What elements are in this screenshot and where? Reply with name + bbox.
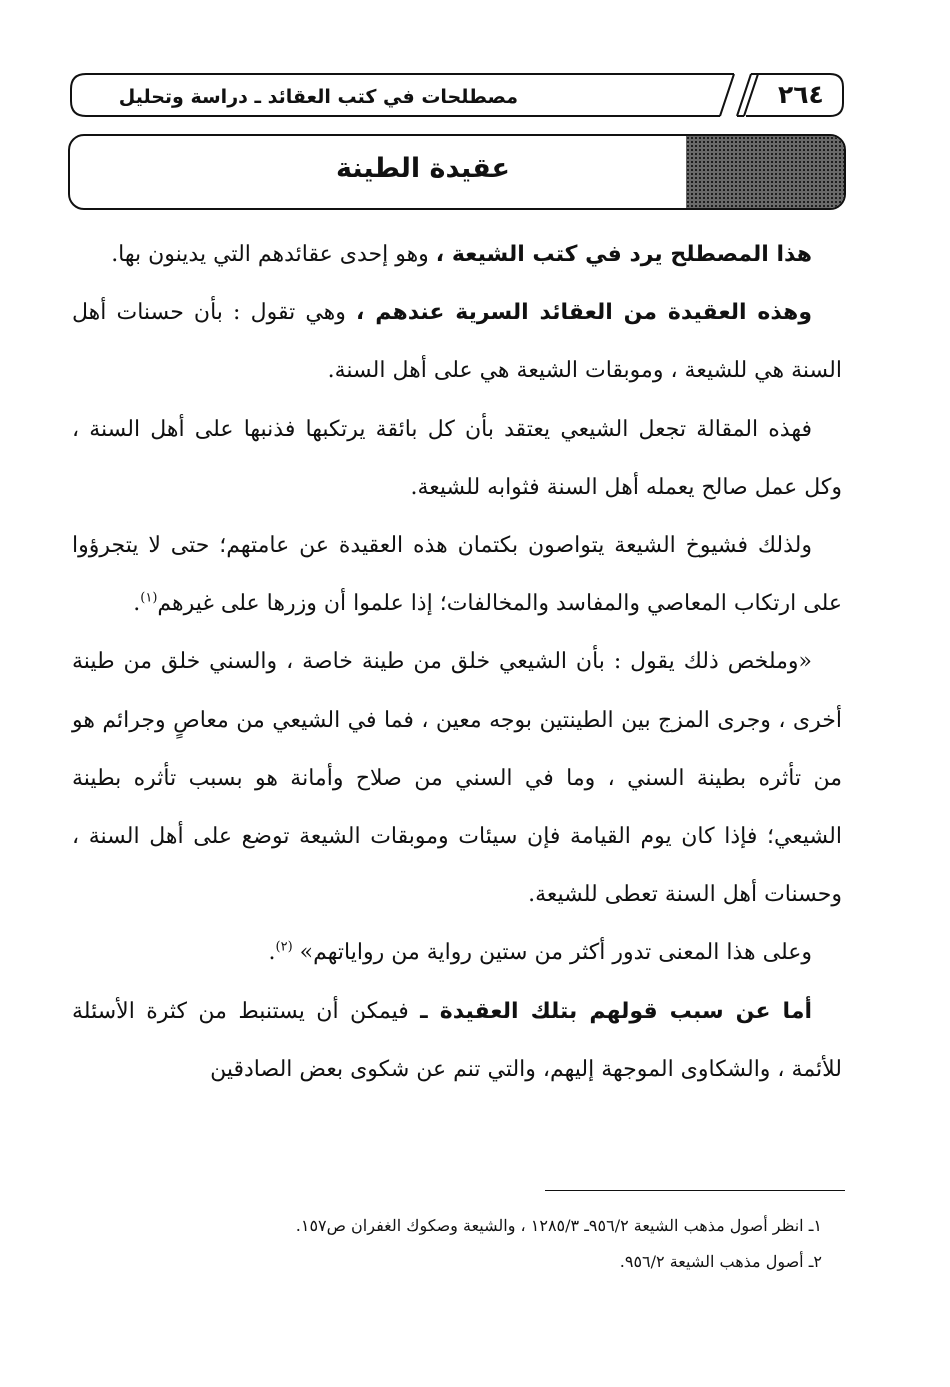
paragraph — [72, 983, 842, 1099]
paragraph — [72, 401, 842, 517]
paragraph-text: «وملخص ذلك يقول : بأن الشيعي خلق من طينة خاصة ، والسني خلق من طينة أخرى ، وجرى المزج بين الطينتين بوجه معين ، فما في الشيعي من معاصٍ وجرائم هو من تأثره بطينة السني ، وما في السني من صلاح وأمانة هو بسبب تأثره بطينة الشيعي؛ فإذا كان يوم القيامة فإن سيئات وموبقات الشيعة توضع على أهل السنة ، وحسنات أهل السنة تعطى للشيعة. — [72, 649, 842, 908]
footnote-divider — [545, 1190, 845, 1191]
footnote-ref[interactable]: (٢) — [275, 940, 293, 956]
bold-phrase: وهذه العقيدة من العقائد السرية عندهم ، — [356, 300, 812, 326]
footnote-item: ٢ـ أصول مذهب الشيعة ٩٥٦/٢. — [619, 1252, 822, 1271]
paragraph-text: فهذه المقالة تجعل الشيعي يعتقد بأن كل بائقة يرتكبها فذنبها على أهل السنة ، وكل عمل صالح يعمله أهل السنة فثوابه للشيعة. — [72, 416, 842, 500]
paragraph-text: وعلى هذا المعنى تدور أكثر من ستين رواية من رواياتهم» — [292, 940, 812, 966]
paragraph — [72, 284, 842, 400]
paragraph-text: وهي تقول : بأن حسنات أهل السنة هي للشيعة ، وموبقات الشيعة هي على أهل السنة. — [72, 300, 842, 384]
page-number: ٢٦٤ — [778, 80, 824, 109]
footnote-ref[interactable]: (١) — [140, 590, 158, 606]
bold-phrase: هذا المصطلح يرد في كتب الشيعة ، — [435, 242, 812, 267]
bold-phrase: أما عن سبب قولهم بتلك العقيدة ـ — [420, 998, 812, 1024]
punctuation: . — [268, 940, 276, 966]
paragraph — [72, 226, 842, 284]
paragraph-text: وهو إحدى عقائدهم التي يدينون بها. — [111, 242, 436, 267]
running-title: مصطلحات في كتب العقائد ـ دراسة وتحليل — [118, 86, 518, 108]
punctuation: . — [133, 591, 141, 617]
paragraph — [72, 924, 842, 982]
section-title: عقيدة الطينة — [336, 153, 510, 184]
footnotes — [102, 1208, 822, 1280]
paragraph-text: ولذلك فشيوخ الشيعة يتواصون بكتمان هذه العقيدة عن عامتهم؛ حتى لا يتجرؤوا على ارتكاب المعاصي والمفاسد والمخالفات؛ إذا علموا أن وزرها على غيرهم — [72, 533, 842, 617]
paragraph-text: فيمكن أن يستنبط من كثرة الأسئلة للأئمة ، والشكاوى الموجهة إليهم، والتي تنم عن شكوى بعض الصادقين — [72, 998, 842, 1082]
footnote-item: ١ـ انظر أصول مذهب الشيعة ٩٥٦/٢ـ ١٢٨٥/٣ ، والشيعة وصكوك الغفران ص١٥٧. — [295, 1216, 822, 1235]
paragraph — [72, 517, 842, 633]
body-text — [72, 226, 842, 1099]
paragraph — [72, 633, 842, 924]
